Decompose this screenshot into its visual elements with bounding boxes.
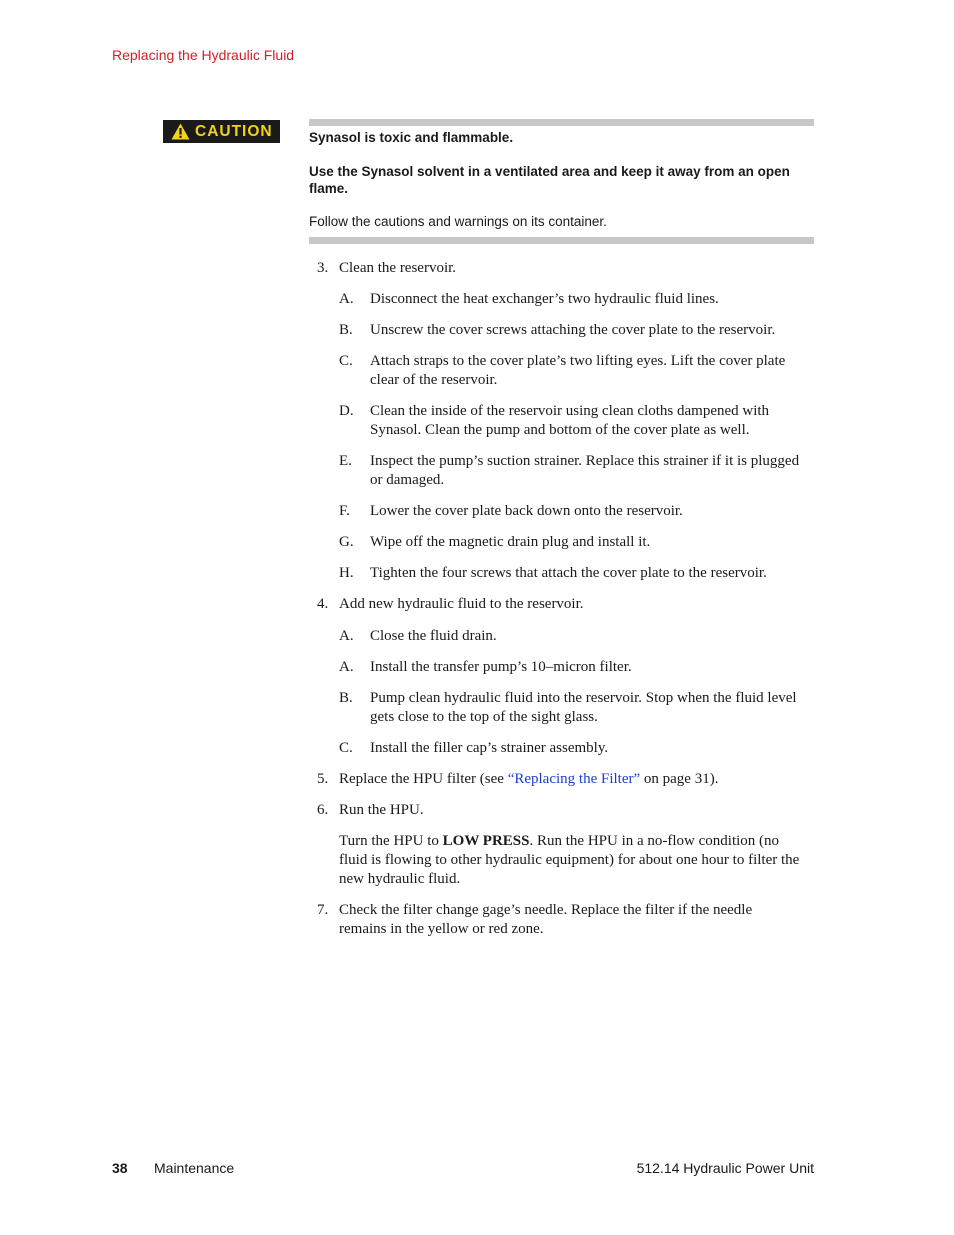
substep-letter: G. xyxy=(339,534,354,550)
step-text-before: Replace the HPU filter (see xyxy=(339,771,508,787)
substep-letter: A. xyxy=(339,291,354,307)
caution-line-3: Follow the cautions and warnings on its container. xyxy=(309,214,607,229)
para-text: Turn the HPU to xyxy=(339,833,443,849)
caution-bottom-rule xyxy=(309,237,814,244)
step-number: 5. xyxy=(317,771,329,787)
step-number: 7. xyxy=(317,902,329,918)
caution-line-1: Synasol is toxic and flammable. xyxy=(309,130,514,145)
step-text xyxy=(339,770,814,789)
substep-text: Install the transfer pump’s 10–micron filter. xyxy=(370,659,632,675)
substep-text: gets close to the top of the sight glass. xyxy=(370,709,598,725)
substep-text: Pump clean hydraulic fluid into the reservoir. Stop when the fluid level xyxy=(370,690,797,706)
substep-letter: A. xyxy=(339,628,354,644)
step-number: 4. xyxy=(317,596,329,612)
substep-letter: F. xyxy=(339,503,350,519)
caution-line-2a: Use the Synasol solvent in a ventilated area and keep it away from an open xyxy=(309,164,790,179)
step-text: Clean the reservoir. xyxy=(339,260,457,276)
substep-letter: C. xyxy=(339,740,353,756)
substep-text: clear of the reservoir. xyxy=(370,372,498,388)
substep-text: Unscrew the cover screws attaching the cover plate to the reservoir. xyxy=(370,322,776,338)
step-number: 3. xyxy=(317,260,329,276)
substep-letter: B. xyxy=(339,690,353,706)
substep-text: Synasol. Clean the pump and bottom of the cover plate as well. xyxy=(370,422,750,438)
step-paragraph: new hydraulic fluid. xyxy=(339,871,461,887)
warning-triangle-icon xyxy=(171,123,190,140)
step-paragraph xyxy=(339,832,814,851)
page-number: 38 xyxy=(112,1160,128,1176)
step-text: Run the HPU. xyxy=(339,802,424,818)
substep-letter: C. xyxy=(339,353,353,369)
step-text: Add new hydraulic fluid to the reservoir. xyxy=(339,596,584,612)
substep-text: Attach straps to the cover plate’s two lifting eyes. Lift the cover plate xyxy=(370,353,786,369)
substep-letter: H. xyxy=(339,565,354,581)
substep-letter: E. xyxy=(339,453,352,469)
step-paragraph: fluid is flowing to other hydraulic equipment) for about one hour to filter the xyxy=(339,852,800,868)
footer-doc-title: 512.14 Hydraulic Power Unit xyxy=(636,1160,814,1176)
step-text-after: on page 31). xyxy=(640,771,719,787)
substep-text: Tighten the four screws that attach the cover plate to the reservoir. xyxy=(370,565,767,581)
substep-text: Inspect the pump’s suction strainer. Replace this strainer if it is plugged xyxy=(370,453,800,469)
substep-letter: B. xyxy=(339,322,353,338)
caution-top-rule xyxy=(309,119,814,126)
caution-badge xyxy=(163,120,280,143)
substep-letter: A. xyxy=(339,659,354,675)
substep-letter: D. xyxy=(339,403,354,419)
substep-text: Clean the inside of the reservoir using clean cloths dampened with xyxy=(370,403,770,419)
running-header: Replacing the Hydraulic Fluid xyxy=(112,47,295,63)
replacing-filter-link[interactable]: “Replacing the Filter” xyxy=(507,771,641,787)
caution-label: CAUTION xyxy=(195,122,273,140)
substep-text: Install the filler cap’s strainer assembly. xyxy=(370,740,609,756)
low-press-label: LOW PRESS xyxy=(442,833,530,849)
substep-text: Close the fluid drain. xyxy=(370,628,497,644)
substep-text: Disconnect the heat exchanger’s two hydraulic fluid lines. xyxy=(370,291,719,307)
substep-text: or damaged. xyxy=(370,472,445,488)
footer-chapter: Maintenance xyxy=(154,1160,235,1176)
substep-text: Lower the cover plate back down onto the reservoir. xyxy=(370,503,683,519)
step-text: Check the filter change gage’s needle. Replace the filter if the needle xyxy=(339,902,753,918)
step-number: 6. xyxy=(317,802,329,818)
caution-line-2b: flame. xyxy=(309,181,349,196)
para-text: . Run the HPU in a no-flow condition (no xyxy=(529,833,780,849)
step-text: remains in the yellow or red zone. xyxy=(339,921,544,937)
substep-text: Wipe off the magnetic drain plug and install it. xyxy=(370,534,651,550)
